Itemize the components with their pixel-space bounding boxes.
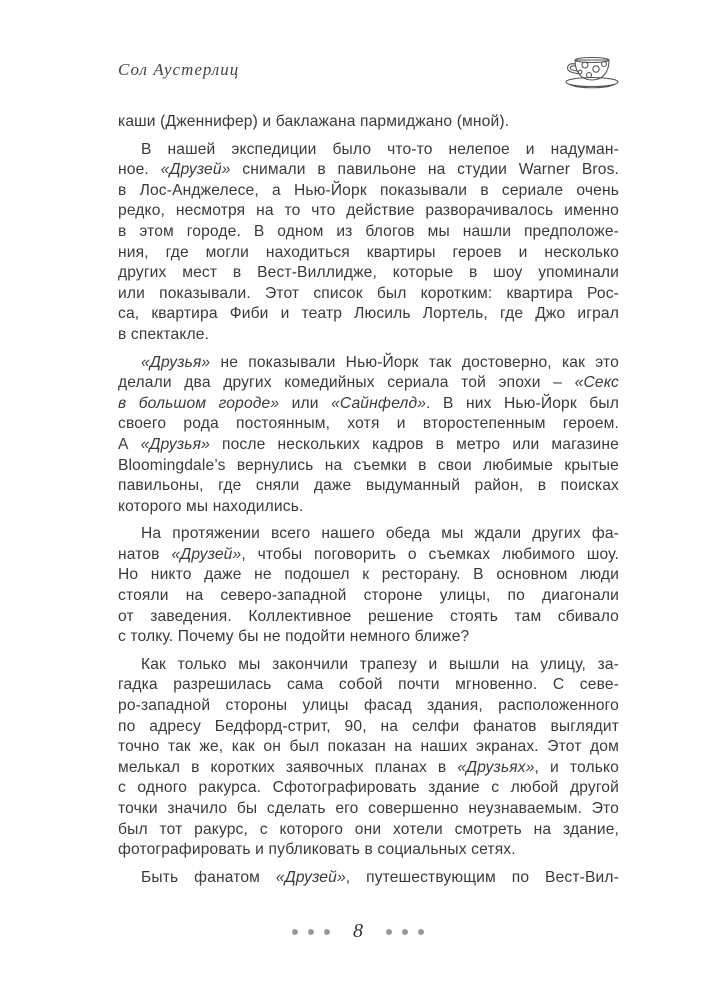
text-run: Bloomingdale’s вернулись на съемки в свои любимые крытые bbox=[118, 456, 619, 474]
text-run: своего рода постоянным, хотя и второстепенным героем. bbox=[118, 415, 619, 433]
italic-title: «Секс bbox=[574, 374, 619, 392]
text-run: точки значило бы сделать его совершенно неузнаваемым. Это bbox=[118, 800, 619, 817]
text-line bbox=[118, 476, 619, 497]
paragraph bbox=[118, 868, 619, 889]
text-line bbox=[118, 284, 619, 305]
ornament-dot bbox=[402, 929, 408, 935]
text-line bbox=[118, 414, 619, 435]
page-number: 8 bbox=[353, 920, 363, 942]
text-run: не показывали Нью-Йорк так достоверно, как это bbox=[210, 353, 619, 371]
text-run: стояли на северо-западной стороне улицы, по диагонали bbox=[118, 587, 619, 605]
text-run: мелькал в коротких заявочных планах в bbox=[118, 758, 458, 776]
text-run: На протяжении всего нашего обеда мы ждали других фа- bbox=[141, 525, 619, 543]
italic-title: «Друзья» bbox=[140, 435, 210, 453]
text-run: от заведения. Коллективное решение стоять там сбивало bbox=[118, 607, 619, 625]
text-run: ро-западной стороны улицы фасад здания, расположенного bbox=[118, 697, 619, 715]
italic-title: в большом городе» bbox=[118, 394, 280, 412]
text-line bbox=[118, 373, 619, 394]
text-line bbox=[118, 696, 619, 717]
text-run: в спектакле. bbox=[118, 325, 210, 343]
text-line bbox=[118, 201, 619, 222]
text-line bbox=[118, 140, 619, 161]
text-run: натов bbox=[118, 545, 172, 563]
text-run: В нашей экспедиции было что-то нелепое и надуман- bbox=[141, 140, 619, 158]
text-line bbox=[118, 353, 619, 374]
text-run: са, квартира Фиби и театр Люсиль Лортель, где Джо играл bbox=[118, 305, 619, 323]
ornament-dot bbox=[386, 929, 392, 935]
text-run: павильоны, где сняли даже выдуманный район, в поисках bbox=[118, 477, 619, 495]
text-run: гадка разрешилась сама собой почти мгновенно. С севе- bbox=[118, 676, 619, 694]
text-line bbox=[118, 304, 619, 325]
text-run: , и только bbox=[534, 758, 619, 776]
ornament-dot bbox=[324, 929, 330, 935]
text-run: . В них Нью-Йорк был bbox=[426, 394, 619, 412]
text-run: с одного ракурса. Сфотографировать здание с любой другой bbox=[118, 779, 619, 797]
text-line bbox=[118, 112, 619, 133]
text-run: делали два других комедийных сериала той эпохи – bbox=[118, 374, 575, 392]
ornament-dot bbox=[418, 929, 424, 935]
text-run: редко, несмотря на то что действие разворачивалось именно bbox=[118, 202, 619, 220]
italic-title: «Сайнфелд» bbox=[331, 394, 427, 412]
body-text bbox=[118, 112, 619, 895]
paragraph bbox=[118, 112, 619, 133]
italic-title: «Друзей» bbox=[160, 161, 231, 179]
text-run: , путешествующим по Вест-Вил- bbox=[345, 868, 619, 886]
running-header-author: Сол Аустерлиц bbox=[118, 60, 240, 79]
text-line bbox=[118, 545, 619, 566]
ornament-dot bbox=[292, 929, 298, 935]
italic-title: «Друзья» bbox=[141, 353, 211, 371]
text-line bbox=[118, 160, 619, 181]
text-line bbox=[118, 524, 619, 545]
page-footer bbox=[0, 920, 716, 943]
text-line bbox=[118, 627, 619, 648]
text-run: был тот ракурс, с которого они хотели смотреть на здание, bbox=[118, 820, 619, 838]
text-line bbox=[118, 325, 619, 346]
text-line bbox=[118, 868, 619, 889]
text-line bbox=[118, 840, 619, 861]
text-line bbox=[118, 607, 619, 628]
text-run: точно так же, как он был показан на наших экранах. Этот дом bbox=[118, 738, 619, 756]
text-run: или показывали. Этот список был коротким: квартира Рос- bbox=[118, 284, 619, 302]
text-run: фотографировать и публиковать в социальных сетях. bbox=[118, 841, 516, 859]
text-run: Как только мы закончили трапезу и вышли на улицу, за- bbox=[141, 655, 619, 673]
text-run: в Лос-Анджелесе, а Нью-Йорк показывали в сериале очень bbox=[118, 181, 619, 199]
text-run: ния, где могли находиться квартиры героев и несколько bbox=[118, 243, 619, 261]
text-line bbox=[118, 799, 619, 820]
text-line bbox=[118, 243, 619, 264]
text-line bbox=[118, 565, 619, 586]
text-line bbox=[118, 497, 619, 518]
italic-title: «Друзей» bbox=[275, 868, 346, 886]
text-line bbox=[118, 181, 619, 202]
text-line bbox=[118, 394, 619, 415]
text-run: , чтобы поговорить о съемках любимого шоу. bbox=[241, 545, 619, 563]
text-line bbox=[118, 222, 619, 243]
text-run: Быть фанатом bbox=[141, 868, 276, 886]
ornament-dot bbox=[308, 929, 314, 935]
paragraph bbox=[118, 655, 619, 861]
text-line bbox=[118, 655, 619, 676]
paragraph bbox=[118, 524, 619, 648]
text-run: по адресу Бедфорд-стрит, 90, на селфи фанатов выглядит bbox=[118, 717, 619, 735]
teacup-icon bbox=[563, 56, 621, 90]
italic-title: «Друзей» bbox=[171, 545, 242, 563]
text-line bbox=[118, 737, 619, 758]
text-run: А bbox=[118, 435, 141, 453]
text-run: в этом городе. В одном из блогов мы нашли предположе- bbox=[118, 222, 619, 240]
text-run: каши (Дженнифер) и баклажана пармиджано (мной). bbox=[118, 113, 510, 130]
text-run: или bbox=[279, 394, 332, 412]
text-line bbox=[118, 263, 619, 284]
text-run: снимали в павильоне на студии Warner Bros. bbox=[230, 161, 620, 179]
text-line bbox=[118, 586, 619, 607]
text-line bbox=[118, 675, 619, 696]
text-line bbox=[118, 435, 619, 456]
text-run: других мест в Вест-Виллидже, которые в шоу упоминали bbox=[118, 264, 619, 282]
text-run: ное. bbox=[118, 161, 161, 179]
text-line bbox=[118, 456, 619, 477]
text-line bbox=[118, 758, 619, 779]
text-run: которого мы находились. bbox=[118, 497, 304, 515]
text-line bbox=[118, 778, 619, 799]
italic-title: «Друзьях» bbox=[457, 758, 535, 776]
paragraph bbox=[118, 140, 619, 346]
text-run: Но никто даже не подошел к ресторану. В основном люди bbox=[118, 566, 619, 584]
text-run: с толку. Почему бы не подойти немного ближе? bbox=[118, 628, 470, 646]
paragraph bbox=[118, 353, 619, 518]
text-run: после нескольких кадров в метро или магазине bbox=[209, 435, 619, 453]
text-line bbox=[118, 717, 619, 738]
text-line bbox=[118, 820, 619, 841]
